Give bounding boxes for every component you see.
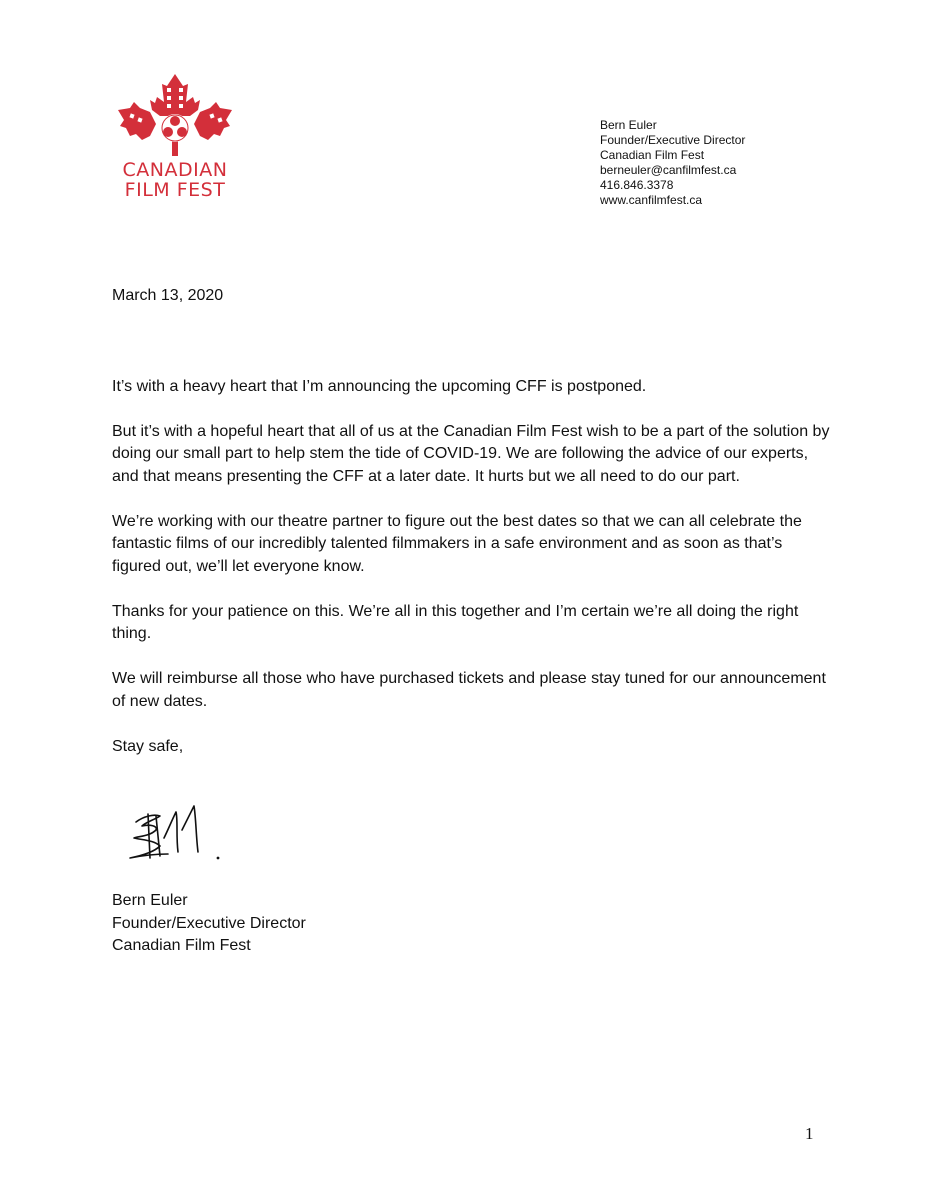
logo-text-line2: FILM FEST xyxy=(124,179,226,201)
paragraph: But it’s with a hopeful heart that all of us at the Canadian Film Fest wish to be a part of the solution by doing our small part to help stem the tide of COVID-19. We are following the advice of our experts, and that means presenting the CFF at a later date. It hurts but we all need to do our part. xyxy=(112,422,830,485)
contact-block xyxy=(600,118,745,208)
canadian-film-fest-logo xyxy=(110,72,240,202)
page-number: 1 xyxy=(805,1124,814,1143)
closing: Stay safe, xyxy=(112,737,184,755)
contact-title: Founder/Executive Director xyxy=(600,133,746,147)
contact-email: berneuler@canfilmfest.ca xyxy=(600,163,737,177)
paragraph: It’s with a heavy heart that I’m announcing the upcoming CFF is postponed. xyxy=(112,377,647,395)
letter-date: March 13, 2020 xyxy=(112,287,224,304)
signer-org: Canadian Film Fest xyxy=(112,937,251,954)
signer-name: Bern Euler xyxy=(112,892,188,909)
paragraph: We will reimburse all those who have purchased tickets and please stay tuned for our announcement of new dates. xyxy=(112,670,826,710)
handwritten-signature xyxy=(120,800,240,872)
contact-name: Bern Euler xyxy=(600,118,657,132)
signature-block xyxy=(112,890,306,958)
contact-org: Canadian Film Fest xyxy=(600,148,705,162)
maple-leaf-film-icon xyxy=(110,72,240,162)
paragraph: We’re working with our theatre partner to figure out the best dates so that we can all celebrate the fantastic films of our incredibly talented filmmakers in a safe environment and as soon as that’s figured out, we’ll let everyone know. xyxy=(112,512,802,575)
letter-body xyxy=(112,285,832,758)
contact-phone: 416.846.3378 xyxy=(600,178,674,192)
signature-icon xyxy=(120,800,240,872)
paragraph: Thanks for your patience on this. We’re all in this together and I’m certain we’re all doing the right thing. xyxy=(112,602,799,642)
signer-title: Founder/Executive Director xyxy=(112,914,306,932)
logo-text-line1: CANADIAN xyxy=(122,159,228,181)
contact-website: www.canfilmfest.ca xyxy=(600,193,703,207)
